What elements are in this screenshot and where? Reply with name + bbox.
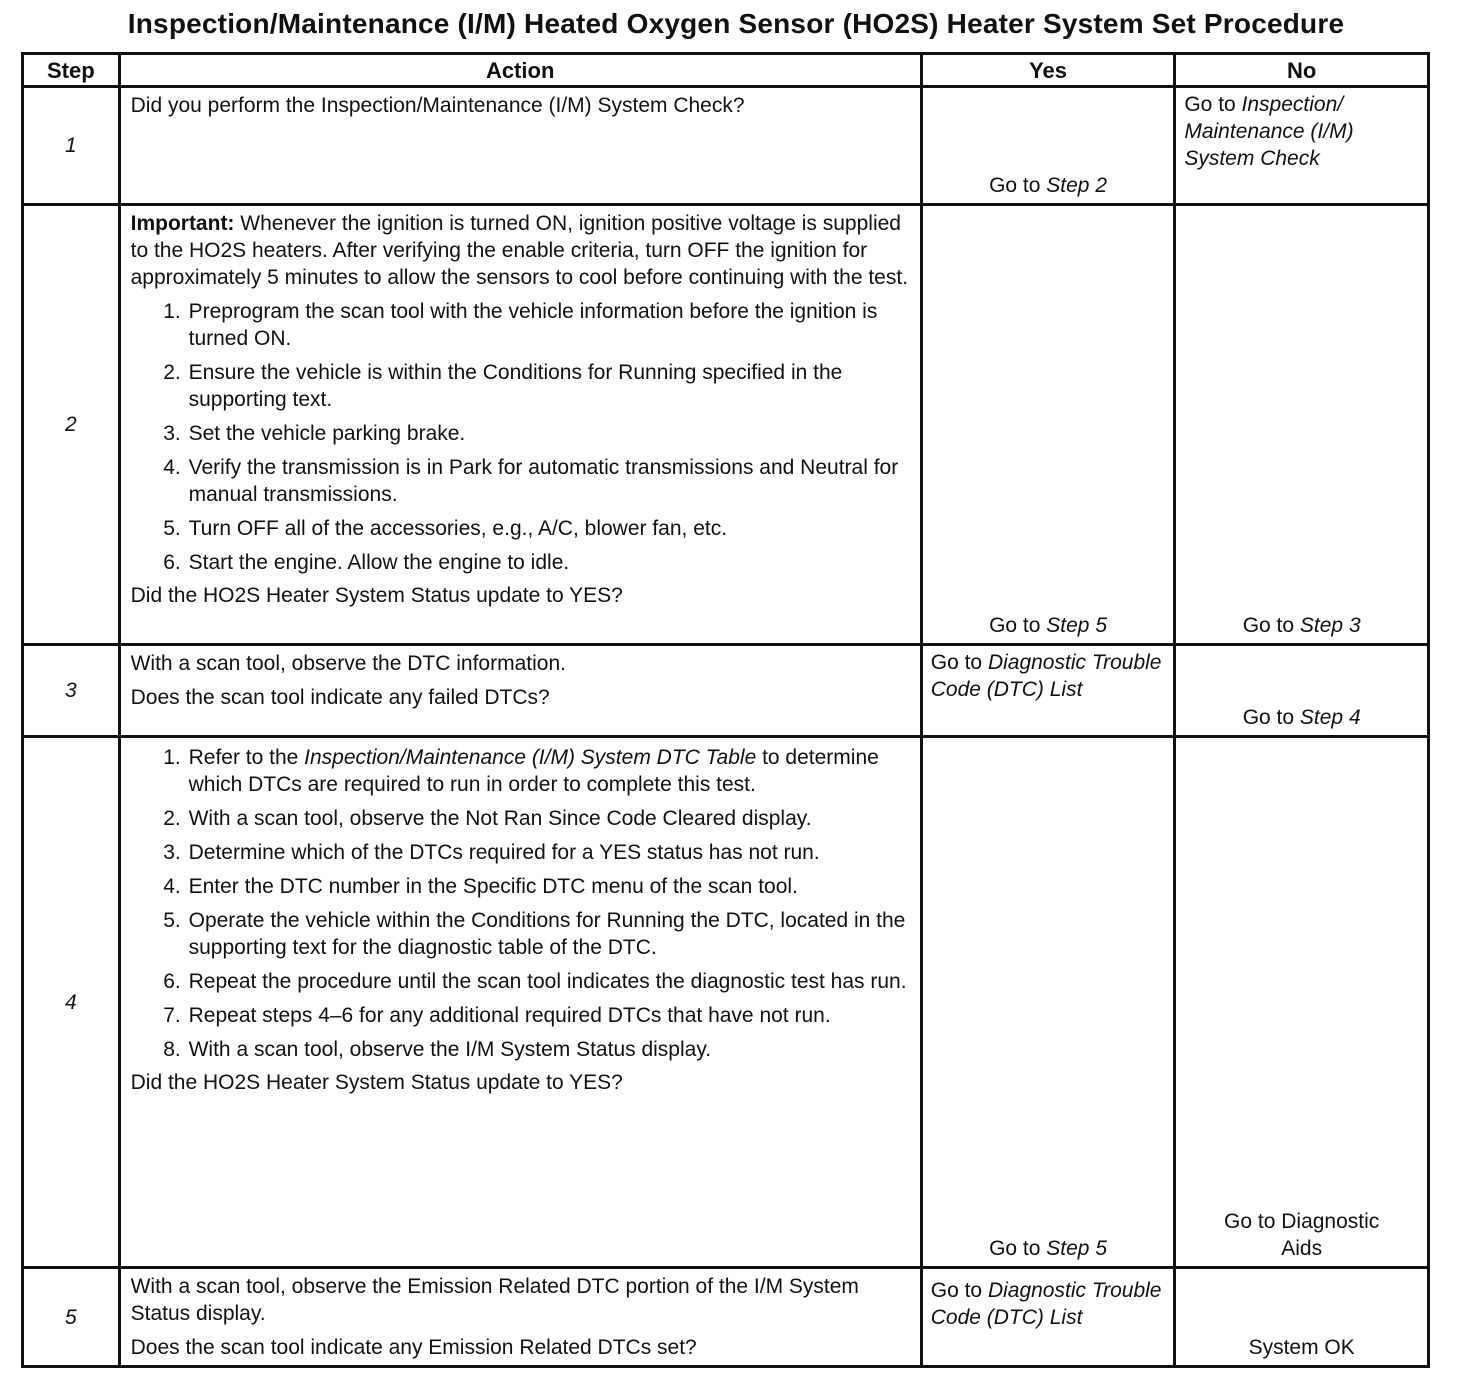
procedure-list	[131, 298, 910, 576]
yes-link[interactable]: Diagnostic Trouble Code (DTC) List	[930, 1279, 1162, 1329]
important-note	[131, 210, 910, 291]
list-item: 5. Turn OFF all of the accessories, e.g., A/C, blower fan, etc.	[187, 515, 910, 542]
step-number: 1	[23, 87, 120, 205]
no-cell[interactable]	[1175, 645, 1429, 737]
step-number: 4	[23, 737, 120, 1268]
no-cell[interactable]	[1175, 737, 1429, 1268]
action-cell	[119, 645, 921, 737]
list-item: 3. Set the vehicle parking brake.	[187, 420, 910, 447]
yes-prefix: Go to	[930, 651, 988, 674]
result-text: System OK	[1248, 1336, 1355, 1359]
no-cell	[1175, 1268, 1429, 1367]
yes-link[interactable]: Step 5	[1046, 614, 1107, 637]
yes-prefix: Go to	[930, 1279, 988, 1302]
list-item: 8. With a scan tool, observe the I/M System Status display.	[187, 1036, 910, 1063]
list-item	[187, 744, 910, 798]
no-cell[interactable]	[1175, 205, 1429, 645]
list-item-text: Refer to the	[188, 746, 305, 769]
no-prefix: Go to	[1184, 93, 1242, 116]
list-item: 4. Enter the DTC number in the Specific DTC menu of the scan tool.	[187, 873, 910, 900]
no-link[interactable]: Inspection/ Maintenance (I/M) System Check	[1184, 93, 1354, 170]
no-link[interactable]: Step 4	[1299, 706, 1361, 729]
action-text: With a scan tool, observe the DTC information.	[130, 652, 566, 675]
list-item: 1. Preprogram the scan tool with the vehicle information before the ignition is turned ON.	[187, 298, 910, 352]
list-item: 2. Ensure the vehicle is within the Conditions for Running specified in the supporting text.	[187, 359, 910, 413]
action-question: Does the scan tool indicate any failed DTCs?	[130, 686, 550, 709]
list-item: 3. Determine which of the DTCs required for a YES status has not run.	[187, 839, 910, 866]
yes-prefix: Go to	[989, 614, 1047, 637]
action-cell	[119, 87, 921, 205]
yes-cell[interactable]	[921, 205, 1175, 645]
step-number: 2	[23, 205, 120, 645]
no-link[interactable]: Go to Diagnostic Aids	[1224, 1210, 1380, 1260]
yes-cell[interactable]	[921, 737, 1175, 1268]
table-row	[23, 645, 1429, 737]
yes-cell[interactable]	[921, 1268, 1175, 1367]
header-action: Action	[119, 54, 921, 87]
table-row	[23, 737, 1429, 1268]
list-item: 4. Verify the transmission is in Park for automatic transmissions and Neutral for manual transmissions.	[187, 454, 910, 508]
header-yes: Yes	[921, 54, 1175, 87]
action-cell	[119, 205, 921, 645]
step-number: 3	[23, 645, 120, 737]
important-label: Important:	[130, 212, 235, 235]
no-prefix: Go to	[1242, 614, 1300, 637]
no-link[interactable]: Step 3	[1299, 614, 1361, 637]
action-question: Does the scan tool indicate any Emission Related DTCs set?	[130, 1336, 697, 1359]
table-row	[23, 87, 1429, 205]
important-text: Whenever the ignition is turned ON, ignition positive voltage is supplied to the HO2S heaters. After verifying the enable criteria, turn OFF the ignition for approximately 5 minutes to allow the sensors to cool before continuing with the test.	[130, 212, 909, 289]
list-item: 6. Start the engine. Allow the engine to idle.	[187, 549, 910, 576]
yes-cell[interactable]	[921, 645, 1175, 737]
list-item: 5. Operate the vehicle within the Conditions for Running the DTC, located in the supporting text for the diagnostic table of the DTC.	[187, 907, 910, 961]
list-item: 7. Repeat steps 4–6 for any additional required DTCs that have not run.	[187, 1002, 910, 1029]
procedure-table	[21, 52, 1430, 1368]
dtc-table-link[interactable]: Inspection/Maintenance (I/M) System DTC Table	[304, 746, 757, 769]
yes-prefix: Go to	[989, 1237, 1047, 1260]
yes-link[interactable]: Step 2	[1046, 174, 1107, 197]
yes-cell[interactable]	[921, 87, 1175, 205]
list-item: 2. With a scan tool, observe the Not Ran Since Code Cleared display.	[187, 805, 910, 832]
page-title: Inspection/Maintenance (I/M) Heated Oxygen Sensor (HO2S) Heater System Set Procedure	[127, 8, 1345, 39]
step-number: 5	[23, 1268, 120, 1367]
table-row	[23, 205, 1429, 645]
yes-prefix: Go to	[989, 174, 1047, 197]
action-question: Did the HO2S Heater System Status update to YES?	[130, 1071, 623, 1094]
yes-link[interactable]: Step 5	[1046, 1237, 1107, 1260]
header-row	[23, 54, 1429, 87]
action-cell	[119, 737, 921, 1268]
action-question: Did the HO2S Heater System Status update to YES?	[130, 584, 623, 607]
table-row	[23, 1268, 1429, 1367]
header-step: Step	[23, 54, 120, 87]
list-item: 6. Repeat the procedure until the scan tool indicates the diagnostic test has run.	[187, 968, 910, 995]
action-cell	[119, 1268, 921, 1367]
procedure-list	[131, 744, 910, 1063]
header-no: No	[1175, 54, 1429, 87]
action-text: With a scan tool, observe the Emission Related DTC portion of the I/M System Status display.	[130, 1275, 859, 1325]
no-prefix: Go to	[1242, 706, 1300, 729]
action-question: Did you perform the Inspection/Maintenance (I/M) System Check?	[130, 94, 745, 117]
yes-link[interactable]: Diagnostic Trouble Code (DTC) List	[930, 651, 1162, 701]
list-item-text: to determine which DTCs are required to run in order to complete this test.	[188, 746, 879, 796]
no-cell[interactable]	[1175, 87, 1429, 205]
